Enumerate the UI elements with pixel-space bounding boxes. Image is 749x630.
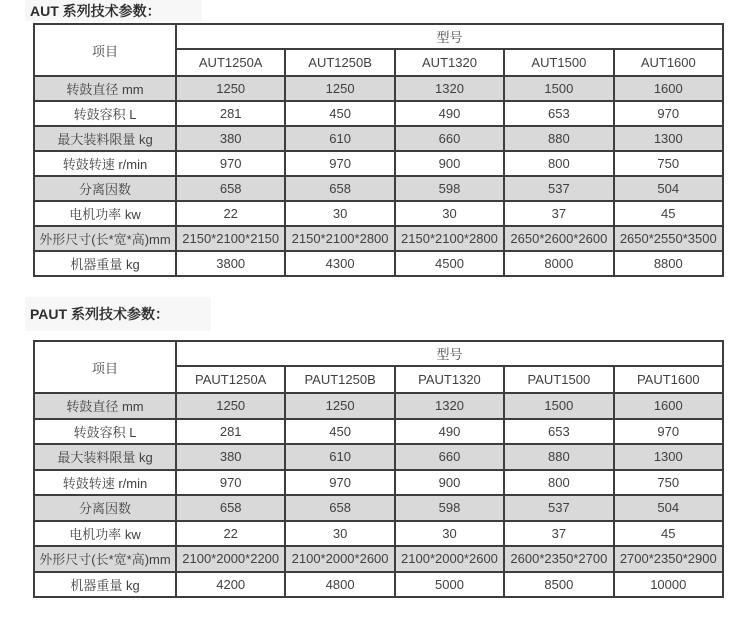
column-header-model-group: 型号 <box>176 341 723 366</box>
cell-value: 970 <box>614 101 723 126</box>
cell-value: 1300 <box>614 126 723 151</box>
cell-value: 970 <box>176 151 285 176</box>
cell-value: 2700*2350*2900 <box>614 546 723 572</box>
row-label: 转鼓容积 L <box>34 101 176 126</box>
cell-value: 22 <box>176 521 285 547</box>
cell-value: 1320 <box>395 76 504 101</box>
table-row <box>34 201 723 226</box>
row-label: 分离因数 <box>34 176 176 201</box>
cell-value: 1250 <box>285 76 394 101</box>
paut-table-body <box>34 393 723 597</box>
cell-value: 450 <box>285 419 394 445</box>
cell-value: 2150*2100*2800 <box>285 226 394 251</box>
table-row <box>34 393 723 419</box>
cell-value: 658 <box>176 176 285 201</box>
cell-value: 658 <box>285 495 394 521</box>
cell-value: 598 <box>395 176 504 201</box>
cell-value: 658 <box>176 495 285 521</box>
section-aut <box>0 0 749 277</box>
row-label: 机器重量 kg <box>34 572 176 598</box>
cell-value: 380 <box>176 444 285 470</box>
cell-value: 800 <box>504 470 613 496</box>
cell-value: 281 <box>176 101 285 126</box>
cell-value: 4500 <box>395 251 504 276</box>
cell-value: 2150*2100*2800 <box>395 226 504 251</box>
cell-value: 4800 <box>285 572 394 598</box>
table-row <box>34 226 723 251</box>
table-row <box>34 126 723 151</box>
header-row-model <box>34 341 723 366</box>
column-header-model: AUT1320 <box>395 49 504 76</box>
cell-value: 30 <box>395 521 504 547</box>
cell-value: 750 <box>614 151 723 176</box>
row-label: 分离因数 <box>34 495 176 521</box>
cell-value: 504 <box>614 495 723 521</box>
row-label: 转鼓直径 mm <box>34 76 176 101</box>
table-row <box>34 470 723 496</box>
cell-value: 504 <box>614 176 723 201</box>
cell-value: 660 <box>395 126 504 151</box>
cell-value: 30 <box>285 521 394 547</box>
cell-value: 45 <box>614 201 723 226</box>
cell-value: 970 <box>285 151 394 176</box>
row-label: 转鼓转速 r/min <box>34 470 176 496</box>
header-row-model <box>34 24 723 49</box>
cell-value: 658 <box>285 176 394 201</box>
row-label: 转鼓直径 mm <box>34 393 176 419</box>
section-title-aut: AUT 系列技术参数： <box>25 0 202 21</box>
row-label: 机器重量 kg <box>34 251 176 276</box>
table-row <box>34 101 723 126</box>
cell-value: 1500 <box>504 76 613 101</box>
aut-table-body <box>34 76 723 276</box>
cell-value: 610 <box>285 444 394 470</box>
row-label: 转鼓转速 r/min <box>34 151 176 176</box>
paut-table-header <box>34 341 723 393</box>
cell-value: 10000 <box>614 572 723 598</box>
cell-value: 1320 <box>395 393 504 419</box>
cell-value: 1600 <box>614 76 723 101</box>
column-header-model: AUT1250A <box>176 49 285 76</box>
cell-value: 37 <box>504 521 613 547</box>
cell-value: 2100*2000*2600 <box>395 546 504 572</box>
cell-value: 970 <box>614 419 723 445</box>
cell-value: 1250 <box>176 393 285 419</box>
cell-value: 598 <box>395 495 504 521</box>
cell-value: 660 <box>395 444 504 470</box>
table-row <box>34 495 723 521</box>
table-row <box>34 521 723 547</box>
cell-value: 22 <box>176 201 285 226</box>
cell-value: 490 <box>395 419 504 445</box>
row-label: 电机功率 kw <box>34 521 176 547</box>
column-header-model: PAUT1250B <box>285 366 394 393</box>
cell-value: 1300 <box>614 444 723 470</box>
cell-value: 2600*2350*2700 <box>504 546 613 572</box>
column-header-model: PAUT1600 <box>614 366 723 393</box>
cell-value: 2100*2000*2600 <box>285 546 394 572</box>
cell-value: 37 <box>504 201 613 226</box>
cell-value: 30 <box>285 201 394 226</box>
paut-spec-table <box>33 340 724 598</box>
cell-value: 490 <box>395 101 504 126</box>
cell-value: 900 <box>395 151 504 176</box>
column-header-item: 项目 <box>34 341 176 393</box>
column-header-model: AUT1600 <box>614 49 723 76</box>
table-row <box>34 444 723 470</box>
cell-value: 2150*2100*2150 <box>176 226 285 251</box>
row-label: 转鼓容积 L <box>34 419 176 445</box>
cell-value: 380 <box>176 126 285 151</box>
table-row <box>34 572 723 598</box>
cell-value: 880 <box>504 444 613 470</box>
table-row <box>34 419 723 445</box>
row-label: 电机功率 kw <box>34 201 176 226</box>
cell-value: 3800 <box>176 251 285 276</box>
section-title-paut: PAUT 系列技术参数： <box>25 297 211 331</box>
cell-value: 1500 <box>504 393 613 419</box>
cell-value: 4200 <box>176 572 285 598</box>
cell-value: 880 <box>504 126 613 151</box>
cell-value: 2650*2550*3500 <box>614 226 723 251</box>
cell-value: 8500 <box>504 572 613 598</box>
table-row <box>34 151 723 176</box>
cell-value: 1250 <box>285 393 394 419</box>
cell-value: 653 <box>504 419 613 445</box>
table-row <box>34 251 723 276</box>
aut-spec-table <box>33 23 724 277</box>
row-label: 最大装料限量 kg <box>34 126 176 151</box>
cell-value: 1600 <box>614 393 723 419</box>
column-header-model: PAUT1320 <box>395 366 504 393</box>
table-row <box>34 176 723 201</box>
aut-table-header <box>34 24 723 76</box>
cell-value: 281 <box>176 419 285 445</box>
cell-value: 8000 <box>504 251 613 276</box>
table-row <box>34 76 723 101</box>
column-header-model: AUT1250B <box>285 49 394 76</box>
cell-value: 45 <box>614 521 723 547</box>
cell-value: 750 <box>614 470 723 496</box>
column-header-model-group: 型号 <box>176 24 723 49</box>
row-label: 外形尺寸(长*宽*高)mm <box>34 226 176 251</box>
cell-value: 800 <box>504 151 613 176</box>
column-header-item: 项目 <box>34 24 176 76</box>
cell-value: 5000 <box>395 572 504 598</box>
table-row <box>34 546 723 572</box>
column-header-model: AUT1500 <box>504 49 613 76</box>
section-paut <box>0 297 749 598</box>
cell-value: 653 <box>504 101 613 126</box>
cell-value: 537 <box>504 176 613 201</box>
cell-value: 610 <box>285 126 394 151</box>
cell-value: 970 <box>176 470 285 496</box>
cell-value: 450 <box>285 101 394 126</box>
row-label: 外形尺寸(长*宽*高)mm <box>34 546 176 572</box>
column-header-model: PAUT1250A <box>176 366 285 393</box>
cell-value: 1250 <box>176 76 285 101</box>
cell-value: 970 <box>285 470 394 496</box>
row-label: 最大装料限量 kg <box>34 444 176 470</box>
cell-value: 2650*2600*2600 <box>504 226 613 251</box>
cell-value: 30 <box>395 201 504 226</box>
cell-value: 900 <box>395 470 504 496</box>
cell-value: 4300 <box>285 251 394 276</box>
column-header-model: PAUT1500 <box>504 366 613 393</box>
cell-value: 8800 <box>614 251 723 276</box>
cell-value: 537 <box>504 495 613 521</box>
cell-value: 2100*2000*2200 <box>176 546 285 572</box>
